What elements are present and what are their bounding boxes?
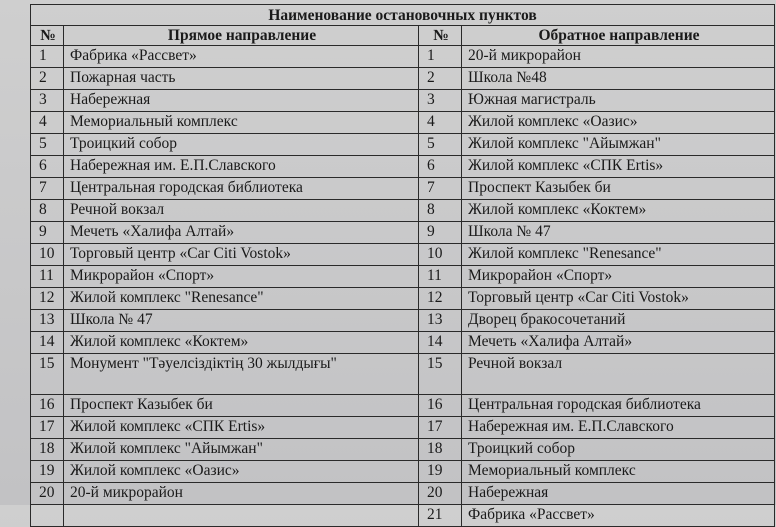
table-row xyxy=(31,134,775,156)
table-row xyxy=(31,417,775,439)
forward-stop-name: Монумент "Тәуелсіздіктің 30 жылдығы" xyxy=(64,354,419,395)
table-row xyxy=(31,461,775,483)
forward-stop-name: Жилой комплекс «Оазис» xyxy=(64,461,419,483)
forward-stop-name: Центральная городская библиотека xyxy=(64,178,419,200)
reverse-stop-name: Набережная им. Е.П.Славского xyxy=(462,417,775,439)
table-row xyxy=(31,90,775,112)
table-row xyxy=(31,439,775,461)
header-num-left: № xyxy=(31,26,64,46)
reverse-stop-name: Центральная городская библиотека xyxy=(462,395,775,417)
header-row xyxy=(31,26,775,46)
reverse-stop-name: Школа №48 xyxy=(462,68,775,90)
header-num-right: № xyxy=(419,26,462,46)
reverse-stop-name: Жилой комплекс «Коктем» xyxy=(462,200,775,222)
reverse-stop-name: Набережная xyxy=(462,483,775,505)
reverse-stop-name: Проспект Казыбек би xyxy=(462,178,775,200)
reverse-stop-name: 20-й микрорайон xyxy=(462,46,775,68)
table-title-row xyxy=(31,5,775,26)
forward-stop-name xyxy=(64,505,419,527)
table-row xyxy=(31,244,775,266)
table-body xyxy=(31,46,775,527)
reverse-number: 9 xyxy=(419,222,462,244)
forward-number: 7 xyxy=(31,178,64,200)
table-row xyxy=(31,222,775,244)
forward-number xyxy=(31,505,64,527)
reverse-stop-name: Мечеть «Халифа Алтай» xyxy=(462,332,775,354)
forward-stop-name: Фабрика «Рассвет» xyxy=(64,46,419,68)
reverse-number: 16 xyxy=(419,395,462,417)
forward-number: 4 xyxy=(31,112,64,134)
header-forward: Прямое направление xyxy=(64,26,419,46)
table-row xyxy=(31,266,775,288)
forward-stop-name: Жилой комплекс «Коктем» xyxy=(64,332,419,354)
reverse-number: 8 xyxy=(419,200,462,222)
reverse-number: 5 xyxy=(419,134,462,156)
reverse-stop-name: Мемориальный комплекс xyxy=(462,461,775,483)
forward-stop-name: Торговый центр «Car Citi Vostok» xyxy=(64,244,419,266)
reverse-stop-name: Южная магистраль xyxy=(462,90,775,112)
table-row xyxy=(31,68,775,90)
table-row xyxy=(31,483,775,505)
forward-number: 18 xyxy=(31,439,64,461)
table-row xyxy=(31,332,775,354)
forward-stop-name: Жилой комплекс «СПК Ertis» xyxy=(64,417,419,439)
table-row xyxy=(31,288,775,310)
reverse-stop-name: Троицкий собор xyxy=(462,439,775,461)
reverse-number: 7 xyxy=(419,178,462,200)
table-row xyxy=(31,354,775,395)
forward-number: 16 xyxy=(31,395,64,417)
reverse-number: 4 xyxy=(419,112,462,134)
forward-stop-name: Речной вокзал xyxy=(64,200,419,222)
forward-number: 11 xyxy=(31,266,64,288)
forward-number: 20 xyxy=(31,483,64,505)
table-row xyxy=(31,395,775,417)
table-title: Наименование остановочных пунктов xyxy=(31,5,775,26)
reverse-stop-name: Жилой комплекс «СПК Ertis» xyxy=(462,156,775,178)
forward-stop-name: Жилой комплекс "Renesance" xyxy=(64,288,419,310)
reverse-stop-name: Микрорайон «Спорт» xyxy=(462,266,775,288)
reverse-stop-name: Жилой комплекс "Renesance" xyxy=(462,244,775,266)
stops-table xyxy=(30,4,775,527)
forward-stop-name: 20-й микрорайон xyxy=(64,483,419,505)
reverse-number: 11 xyxy=(419,266,462,288)
reverse-number: 17 xyxy=(419,417,462,439)
forward-number: 19 xyxy=(31,461,64,483)
reverse-number: 2 xyxy=(419,68,462,90)
forward-number: 9 xyxy=(31,222,64,244)
forward-stop-name: Пожарная часть xyxy=(64,68,419,90)
reverse-stop-name: Жилой комплекс "Айымжан" xyxy=(462,134,775,156)
reverse-number: 3 xyxy=(419,90,462,112)
table-row xyxy=(31,46,775,68)
forward-number: 10 xyxy=(31,244,64,266)
forward-stop-name: Проспект Казыбек би xyxy=(64,395,419,417)
forward-stop-name: Троицкий собор xyxy=(64,134,419,156)
table-row xyxy=(31,310,775,332)
header-reverse: Обратное направление xyxy=(462,26,775,46)
forward-stop-name: Набережная xyxy=(64,90,419,112)
reverse-number: 18 xyxy=(419,439,462,461)
reverse-stop-name: Фабрика «Рассвет» xyxy=(462,505,775,527)
table-row xyxy=(31,178,775,200)
forward-stop-name: Набережная им. Е.П.Славского xyxy=(64,156,419,178)
forward-stop-name: Жилой комплекс "Айымжан" xyxy=(64,439,419,461)
reverse-number: 12 xyxy=(419,288,462,310)
forward-stop-name: Мемориальный комплекс xyxy=(64,112,419,134)
reverse-number: 19 xyxy=(419,461,462,483)
forward-number: 15 xyxy=(31,354,64,395)
reverse-number: 1 xyxy=(419,46,462,68)
stops-document xyxy=(30,4,774,527)
forward-number: 2 xyxy=(31,68,64,90)
forward-number: 8 xyxy=(31,200,64,222)
forward-number: 13 xyxy=(31,310,64,332)
reverse-number: 15 xyxy=(419,354,462,395)
forward-number: 12 xyxy=(31,288,64,310)
reverse-number: 13 xyxy=(419,310,462,332)
reverse-number: 14 xyxy=(419,332,462,354)
table-row xyxy=(31,200,775,222)
forward-number: 5 xyxy=(31,134,64,156)
reverse-number: 6 xyxy=(419,156,462,178)
reverse-number: 10 xyxy=(419,244,462,266)
reverse-stop-name: Школа № 47 xyxy=(462,222,775,244)
reverse-stop-name: Речной вокзал xyxy=(462,354,775,395)
forward-stop-name: Школа № 47 xyxy=(64,310,419,332)
forward-number: 6 xyxy=(31,156,64,178)
forward-number: 17 xyxy=(31,417,64,439)
forward-number: 1 xyxy=(31,46,64,68)
reverse-stop-name: Торговый центр «Car Citi Vostok» xyxy=(462,288,775,310)
reverse-stop-name: Жилой комплекс «Оазис» xyxy=(462,112,775,134)
table-row xyxy=(31,505,775,527)
forward-stop-name: Мечеть «Халифа Алтай» xyxy=(64,222,419,244)
forward-number: 14 xyxy=(31,332,64,354)
reverse-stop-name: Дворец бракосочетаний xyxy=(462,310,775,332)
table-row xyxy=(31,112,775,134)
reverse-number: 20 xyxy=(419,483,462,505)
table-row xyxy=(31,156,775,178)
reverse-number: 21 xyxy=(419,505,462,527)
forward-number: 3 xyxy=(31,90,64,112)
forward-stop-name: Микрорайон «Спорт» xyxy=(64,266,419,288)
